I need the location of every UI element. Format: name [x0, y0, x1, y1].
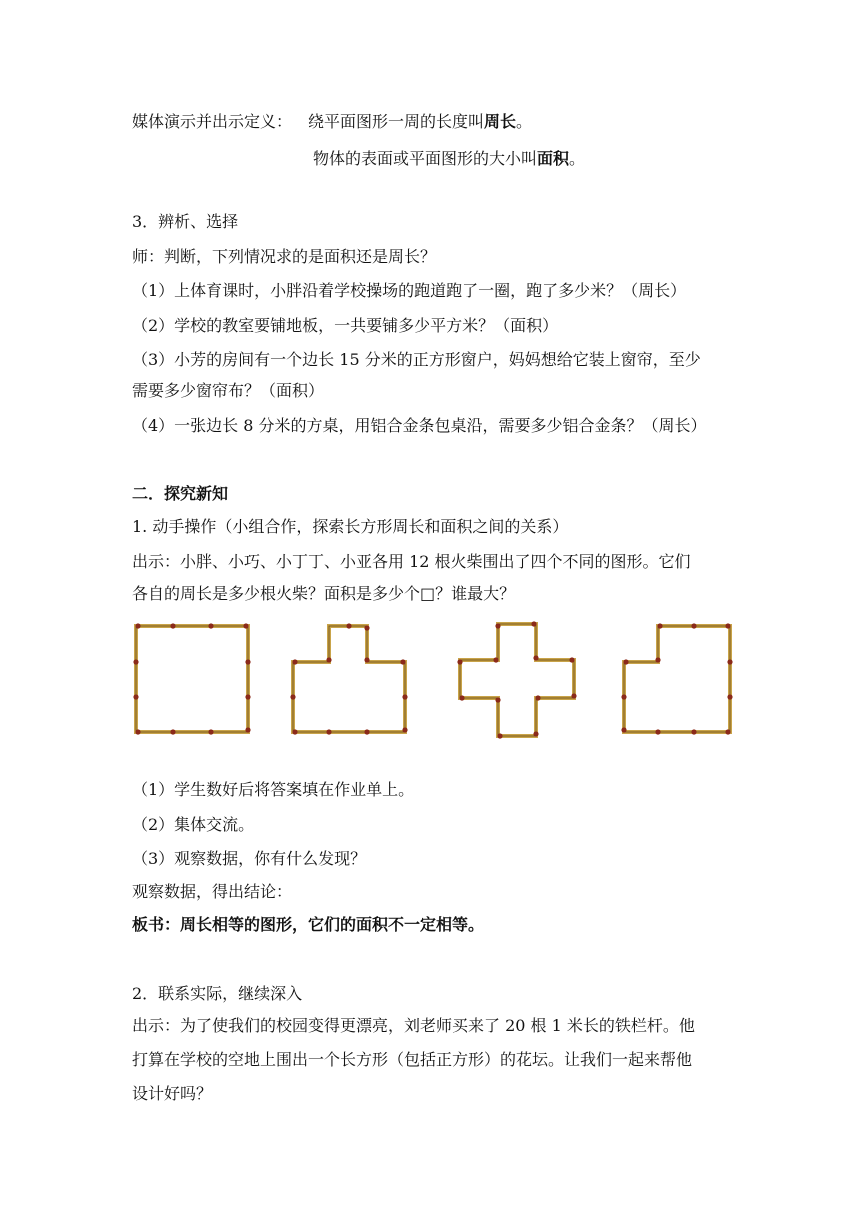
after-item-1: （1）学生数好后将答案填在作业单上。	[132, 780, 415, 799]
after-item-3: （3）观察数据，你有什么发现？	[132, 849, 367, 868]
period: 。	[516, 112, 533, 131]
definition-prefix: 媒体演示并出示定义：	[132, 112, 293, 131]
section3-question: 师：判断，下列情况求的是面积还是周长？	[132, 247, 437, 266]
area-definition: 物体的表面或平面图形的大小叫	[313, 149, 538, 168]
perimeter-definition: 绕平面图形一周的长度叫	[308, 112, 485, 131]
after-item-2: （2）集体交流。	[132, 815, 255, 834]
perimeter-term: 周长	[484, 112, 517, 131]
section3-heading: 3．辨析、选择	[132, 212, 239, 231]
judgment-item-3: （3）小芳的房间有一个边长 15 分米的正方形窗户，妈妈想给它装上窗帘，至少	[132, 350, 701, 369]
judgment-item-1: （1）上体育课时，小胖沿着学校操场的跑道跑了一圈，跑了多少米？（周长）	[132, 281, 687, 300]
board-conclusion: 板书：周长相等的图形，它们的面积不一定相等。	[132, 915, 485, 934]
area-term: 面积	[537, 149, 570, 168]
judgment-item-4: （4）一张边长 8 分米的方桌，用铝合金条包桌沿，需要多少铝合金条？（周长）	[132, 416, 707, 435]
observe-line: 观察数据，得出结论：	[132, 882, 293, 901]
matchstick-t-shape	[287, 620, 411, 738]
show2-line3: 设计好吗？	[132, 1084, 213, 1103]
matchstick-figures	[132, 620, 732, 745]
definition-line-area	[313, 149, 585, 169]
matchstick-l-shape	[618, 620, 736, 738]
step2-title: 2．联系实际，继续深入	[132, 984, 303, 1003]
definition-line-perimeter	[132, 112, 532, 132]
matchstick-cross	[454, 620, 580, 742]
matchstick-square	[132, 620, 254, 738]
show1-line1: 出示：小胖、小巧、小丁丁、小亚各用 12 根火柴围出了四个不同的图形。它们	[132, 552, 691, 571]
show1-line2: 各自的周长是多少根火柴？面积是多少个□？谁最大？	[132, 584, 516, 603]
judgment-item-3-cont: 需要多少窗帘布？（面积）	[132, 381, 325, 400]
show2-line2: 打算在学校的空地上围出一个长方形（包括正方形）的花坛。让我们一起来帮他	[132, 1050, 693, 1069]
part2-heading: 二．探究新知	[132, 484, 229, 503]
step1-title: 1. 动手操作（小组合作，探索长方形周长和面积之间的关系）	[132, 517, 569, 536]
period: 。	[569, 149, 586, 168]
judgment-item-2: （2）学校的教室要铺地板，一共要铺多少平方米？（面积）	[132, 316, 559, 335]
show2-line1: 出示：为了使我们的校园变得更漂亮，刘老师买来了 20 根 1 米长的铁栏杆。他	[132, 1016, 695, 1035]
